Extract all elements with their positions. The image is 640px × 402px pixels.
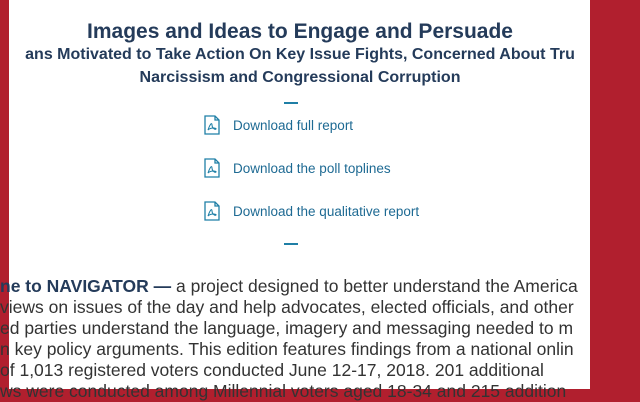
download-qualitative-report-link[interactable] <box>203 200 419 222</box>
page-subtitle-line-1: ans Motivated to Take Action On Key Issue Fights, Concerned About Tru <box>25 46 575 63</box>
download-full-report-link[interactable] <box>203 114 353 136</box>
intro-line-6: ws were conducted among Millennial voters aged 18-34 and 215 addition <box>0 381 567 401</box>
download-qualitative-report-label: Download the qualitative report <box>233 203 420 219</box>
page-subtitle-line-2: Narcissism and Congressional Corruption <box>139 69 461 86</box>
divider-top <box>284 102 298 104</box>
intro-line-1-text: a project designed to better understand the America <box>171 276 578 296</box>
divider-bottom <box>284 243 298 245</box>
page-title: Images and Ideas to Engage and Persuade <box>87 20 513 43</box>
intro-lead: ne to NAVIGATOR — <box>0 276 172 296</box>
download-poll-toplines-link[interactable] <box>203 157 391 179</box>
intro-line-2: views on issues of the day and help advocates, elected officials, and other <box>0 297 574 317</box>
download-full-report-label: Download full report <box>233 117 354 133</box>
intro-line-4: n key policy arguments. This edition features findings from a national onlin <box>0 339 574 359</box>
pdf-icon <box>203 158 221 178</box>
download-poll-toplines-label: Download the poll toplines <box>233 160 391 176</box>
pdf-icon <box>203 115 221 135</box>
intro-line-1 <box>0 276 640 297</box>
pdf-icon <box>203 201 221 221</box>
intro-line-5: of 1,013 registered voters conducted June 12-17, 2018. 201 additional <box>0 360 544 380</box>
intro-line-3: ed parties understand the language, imagery and messaging needed to m <box>0 318 574 338</box>
intro-paragraph <box>0 276 640 402</box>
